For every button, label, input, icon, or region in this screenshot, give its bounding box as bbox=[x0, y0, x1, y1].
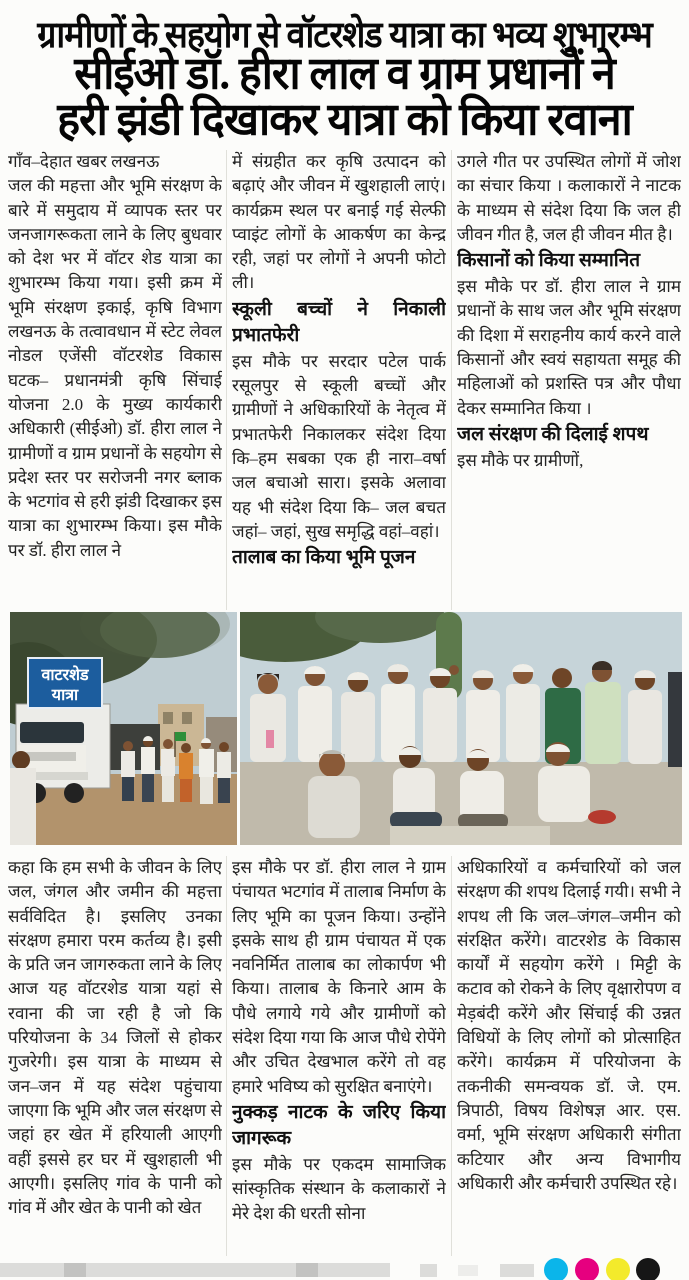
top-column-1 bbox=[8, 150, 222, 610]
paragraph: इस मौके पर ग्रामीणों, bbox=[457, 450, 584, 470]
column-rule bbox=[451, 856, 452, 1256]
gray-mark bbox=[420, 1264, 437, 1277]
main-headline bbox=[6, 49, 683, 146]
subheading-farmers-honoured: किसानों को किया सम्मानित bbox=[457, 250, 641, 272]
cmyk-registration-dots bbox=[540, 1257, 665, 1280]
truck-windshield bbox=[20, 722, 84, 743]
paragraph: उगले गीत पर उपस्थित लोगों में जोश का संचार किया । कलाकारों ने नाटक के माध्यम से संदेश दिया कि जल ही जीवन गीत है, जल ही जीवन मीत है। bbox=[457, 152, 681, 244]
photo-truck-flagoff bbox=[10, 612, 237, 845]
bottom-column-1 bbox=[8, 856, 222, 1256]
main-headline-line2: हरी झंडी दिखाकर यात्रा को किया रवाना bbox=[57, 95, 632, 146]
scan-edge-segment bbox=[296, 1263, 318, 1277]
bottom-column-section bbox=[0, 856, 689, 1256]
paragraph: कहा कि हम सभी के जीवन के लिए जल, जंगल और जमीन की महत्ता सर्वविदित है। इसलिए उनका संरक्षण हमारा परम कर्तव्य है। इसी के प्रति जन जागरुकता लाने के लिए आज यह वॉटरशेड यात्रा यहां से रवाना की जा रही है जो कि परियोजना के 34 जिलों से होकर गुजरेगी। इस यात्रा के माध्यम से जन–जन में यह संदेश पहुंचाया जाएगा कि भूमि और जल संरक्षण से जहां हर खेत में हरियाली आएगी वहीं इससे हर घर में खुशहाली भी आएगी। इसलिए गांव के पानी को गांव में और खेत के पानी को खेत bbox=[8, 858, 222, 1218]
top-column-section bbox=[0, 150, 689, 610]
person-edge bbox=[668, 672, 682, 767]
print-registration-area bbox=[0, 1255, 689, 1280]
subheading-bhoomi-pujan: तालाब का किया भूमि पूजन bbox=[232, 547, 416, 569]
gray-mark bbox=[500, 1264, 534, 1277]
paragraph: अधिकारियों व कर्मचारियों को जल संरक्षण की शपथ दिलाई गयी। सभी ने शपथ ली कि जल–जंगल–जमीन को संरक्षित करेंगे। वाटरशेड के विकास कार्यों में सहयोग करेंगे । मिट्टी के कटाव को रोकने के लिए वृक्षारोपण व मेड़बंदी करेंगे और सिंचाई की उन्नत विधियों के लिए लोगों को प्रोत्साहित करेंगे। कार्यक्रम में परियोजना के तकनीकी समन्वयक डॉ. जे. एम. त्रिपाठी, विषय विशेषज्ञ आर. एस. वर्मा, भूमि संरक्षण अधिकारी संगीता कटियार और अन्य विभागीय अधिकारी और कर्मचारी उपस्थित रहे। bbox=[457, 858, 681, 1193]
paragraph: इस मौके पर सरदार पटेल पार्क रसूलपुर से स्कूली बच्चों और ग्रामीणों ने अधिकारियों के नेतृत्व में प्रभातफेरी निकालकर संदेश दिया कि–हम सबका एक ही नारा–वर्षा जल बचाओ सारा। इसके अलावा यह भी संदेश दिया कि– जल बचत जहां– जहां, सुख समृद्धि वहां–वहां। bbox=[232, 351, 446, 541]
headline-kicker: ग्रामीणों के सहयोग से वॉटरशेड यात्रा का भव्य शुभारम्भ bbox=[37, 15, 652, 56]
yellow-dot bbox=[606, 1258, 630, 1280]
dateline: गाँव–देहात खबर लखनऊ bbox=[8, 152, 160, 171]
scan-edge-bar bbox=[0, 1263, 390, 1277]
truck-banner-text-line2: यात्रा bbox=[51, 687, 79, 704]
top-column-2 bbox=[232, 150, 446, 610]
paragraph: इस मौके पर डॉ. हीरा लाल ने ग्राम पंचायत भटगांव में तालाब निर्माण के लिए भूमि का पूजन किया। उन्होंने इसके साथ ही ग्राम पंचायत में एक नवनिर्मित तालाब का लोकार्पण भी किया। तालाब के किनारे आम के पौधे लगाये गये और ग्रामीणों को संदेश दिया गया कि आज पौधे रोपेंगे और उचित देखभाल करेंगे तो वह हमारे भविष्य को सुरक्षित बनाएंगे। bbox=[232, 858, 446, 1096]
subheading-school-children: स्कूली बच्चों ने निकाली प्रभातफेरी bbox=[232, 298, 446, 346]
truck-grille bbox=[24, 752, 76, 761]
main-headline-line1: सीईओ डॉ. हीरा लाल व ग्राम प्रधानों ने bbox=[74, 49, 615, 100]
bottom-column-3 bbox=[457, 856, 681, 1256]
truck-banner-text-line1: वाटरशेड bbox=[41, 667, 89, 684]
column-rule bbox=[451, 150, 452, 610]
raised-hand bbox=[449, 665, 459, 675]
group-scene-illustration bbox=[240, 612, 682, 845]
bottom-column-2 bbox=[232, 856, 446, 1256]
top-column-3 bbox=[457, 150, 681, 610]
pink-bottle bbox=[266, 730, 274, 748]
green-flag bbox=[175, 732, 186, 741]
truck-scene-illustration bbox=[10, 612, 237, 845]
subheading-street-play: नुक्कड़ नाटक के जरिए किया जागरूक bbox=[232, 1101, 446, 1149]
black-dot bbox=[636, 1258, 660, 1280]
subheading-water-oath: जल संरक्षण की दिलाई शपथ bbox=[457, 423, 649, 445]
building-window bbox=[163, 712, 173, 724]
paragraph: इस मौके पर एकदम सामाजिक सांस्कृतिक संस्थान के कलाकारों ने मेरे देश की धरती सोना bbox=[232, 1154, 446, 1223]
cyan-dot bbox=[544, 1258, 568, 1280]
building-window bbox=[182, 712, 192, 724]
scan-edge-segment bbox=[64, 1263, 86, 1277]
red-shoe bbox=[588, 810, 616, 824]
photo-group-bhoomi-pujan bbox=[240, 612, 682, 845]
paragraph: इस मौके पर डॉ. हीरा लाल ने ग्राम प्रधानों के साथ जल और भूमि संरक्षण की दिशा में सराहनीय कार्य करने वाले किसानों और स्वयं सहायता समूह की महिलाओं को प्रशस्ति पत्र और पौधा देकर सम्मानित किया । bbox=[457, 277, 681, 418]
paragraph: जल की महत्ता और भूमि संरक्षण के बारे में समुदाय में व्यापक स्तर पर जनजागरूकता लाने के लिए बुधवार को देश भर में वॉटर शेड यात्रा का शुभारम्भ किया गया। इसी क्रम में भूमि संरक्षण इकाई, कृषि विभाग लखनऊ के तत्वावधान में स्टेट लेवल नोडल एजेंसी वॉटरशेड विकास घटक– प्रधानमंत्री कृषि सिंचाई योजना 2.0 के मुख्य कार्यकारी अधिकारी (सीईओ) डॉ. हीरा लाल ने ग्रामीणों व ग्राम प्रधानों के सहयोग से प्रदेश स्तर पर सरोजनी नगर ब्लाक के भटगांव से हरी झंडी दिखाकर इस यात्रा का शुभारम्भ किया। इस मौके पर डॉ. हीरा लाल ने bbox=[8, 176, 222, 560]
column-rule bbox=[226, 150, 227, 610]
concrete-slab bbox=[390, 826, 550, 845]
column-rule bbox=[226, 856, 227, 1256]
truck-wheel bbox=[64, 783, 84, 803]
magenta-dot bbox=[575, 1258, 599, 1280]
faint-mark bbox=[458, 1265, 478, 1276]
paragraph: में संग्रहीत कर कृषि उत्पादन को बढ़ाएं और जीवन में खुशहाली लाएं। कार्यक्रम स्थल पर बनाई गई सेल्फी प्वाइंट लोगों के आकर्षण का केन्द्र रही, जहां पर लोगों ने अपनी फोटो ली। bbox=[232, 152, 446, 293]
